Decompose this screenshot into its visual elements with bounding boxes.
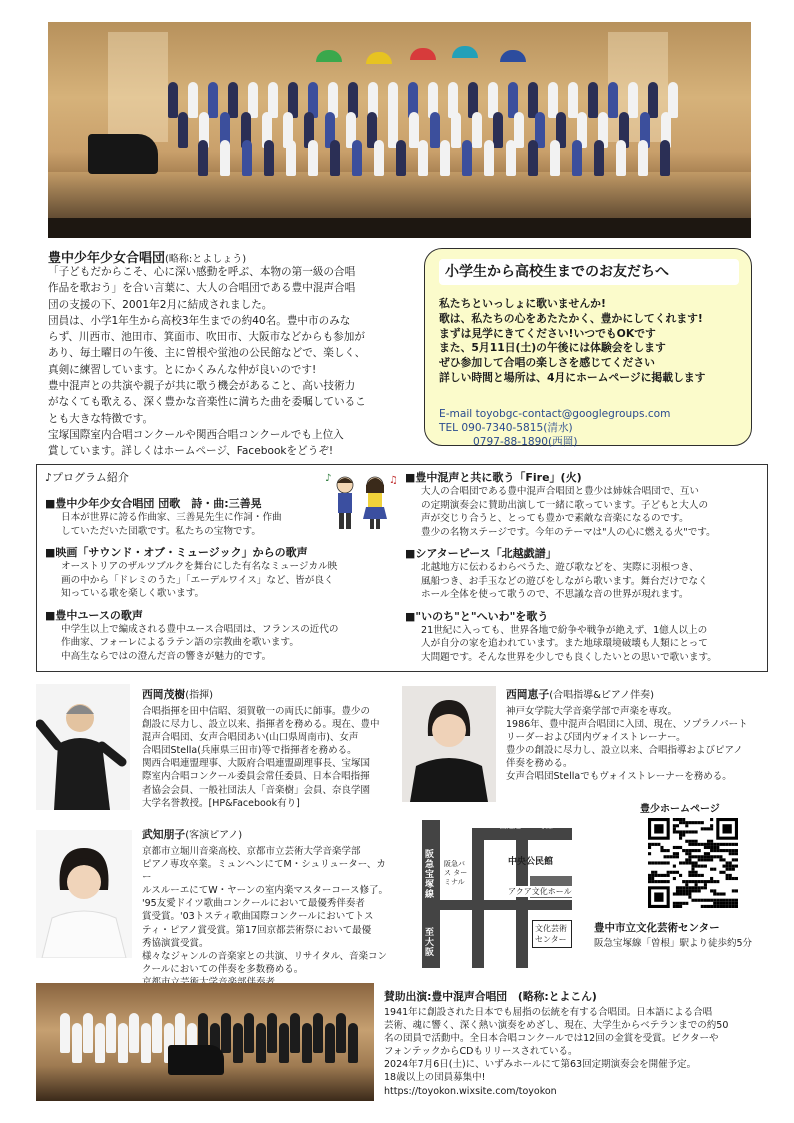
support-line: 2024年7月6日(土)に、いずみホールにて第63回定期演奏会を開催予定。 [384,1059,697,1071]
singer-figure [141,1023,151,1063]
program-body-line: オーストリアのザルツブルクを舞台にした有名なミュージカル映 [61,561,338,572]
singer-figure [286,140,296,176]
singer-figure [528,140,538,176]
invite-box [424,248,752,446]
singer-figure [267,1013,277,1053]
program-box [36,464,768,672]
hankyu-line-label: 阪急宝塚線 [425,850,435,900]
program-item-title: ■"いのち"と"へいわ"を歌う [405,609,549,623]
program-body-line: の定期演奏会に賛助出演して一緒に歌っています。子どもと大人の [421,499,709,511]
singer-figure [325,1023,335,1063]
bio-line: 合唱指揮を田中信昭、須賀敬一の両氏に師事。豊少の [142,706,371,717]
singer-figure [264,140,274,176]
invite-line: また、5月11日(土)の午後には体験会をします [439,341,666,355]
director-photo [402,686,496,802]
singer-figure [220,140,230,176]
program-body-line: 中学生以上で編成される豊中ユース合唱団は、フランスの近代の [61,623,339,635]
pianist-photo [36,830,132,958]
hall-wall-panel [108,32,168,142]
program-body-line: 人が自分の家を追われています。また地球環境破壊も人類にとって [421,638,708,649]
bio-line: 際室内合唱コンクール委員会常任委員、日本合唱指揮 [142,771,370,783]
invite-title: 小学生から高校生までのお友だちへ [439,259,739,285]
bio-line: 豊少の創設に尽力し、設立以来、合唱指導およびピアノ [506,745,743,757]
qr-code-icon[interactable] [648,818,738,908]
pianist-silhouette [36,830,132,958]
singer-figure [60,1013,70,1053]
program-right-column [405,471,760,664]
singer-figure [572,140,582,176]
conductor-bio-text [142,705,392,810]
umbrella [316,50,342,62]
conductor-bio [142,688,392,810]
horizontal-road [440,900,572,910]
singer-figure [72,1023,82,1063]
umbrella [500,50,526,62]
umbrella [410,48,436,60]
vertical-road [472,828,484,968]
bio-line: 創設に尽力し、設立以来、指揮者を務める。現在、豊中 [142,719,380,731]
singer-figure [638,140,648,176]
person-role: (合唱指導&ピアノ伴奏) [549,690,654,701]
program-body-line: 作曲家、フォーレによるラテン語の宗教曲を歌います。 [61,637,299,648]
conductor-name [142,688,392,703]
program-body-line: 21世紀に入っても、世界各地で紛争や戦争が絶えず、1億人以上の [421,624,708,636]
program-body-line: 大問題です。そんな世界を少しでも良くしたいとの思いで歌います。 [421,651,717,663]
pianist-name [142,828,394,843]
piano-shape [168,1045,224,1075]
program-body-line: 知っている歌を楽しく歌います。 [61,588,205,599]
singer-figure [430,112,440,148]
contact-tel-2: 0797-88-1890(西岡) [473,436,578,448]
vertical-road [516,828,528,968]
program-item [405,547,760,602]
intro-line: 団の支援の下、2001年2月に結成されました。 [48,298,273,311]
bio-line: 者協会会員、一般社団法人「音楽樹」会員、奈良学園 [142,784,371,796]
singer-figure [628,82,638,118]
bus-terminal-label: 阪急バス ターミナル [444,860,468,886]
program-item-title: ■豊中ユースの歌声 [45,608,143,622]
bio-line: '95友愛ドイツ歌曲コンクールにおいて最優秀伴奏者 [142,898,365,910]
person-name: 武知朋子 [142,828,186,841]
singer-figure [594,140,604,176]
program-body-line: 豊少の名物ステージです。今年のテーマは"人の心に燃える火"です。 [421,526,716,538]
program-body-line: 日本が世界に誇る作曲家、三善晃先生に作詞・作曲 [61,512,282,523]
singer-figure [308,140,318,176]
conductor-photo [36,684,130,810]
program-body-line: 中高生ならではの澄んだ音の響きが魅力的です。 [61,650,272,662]
invite-line: 歌は、私たちの心をあたたかく、豊かにしてくれます! [439,311,703,325]
bio-line: 京都市立堀川音楽高校、京都市立芸術大学音楽学部 [142,846,361,857]
singer-figure [352,140,362,176]
person-role: (指揮) [185,690,213,701]
support-line: 1941年に創設された日本でも屈指の伝統を有する合唱団。日本語による合唱 [384,1007,713,1018]
singer-figure [616,140,626,176]
program-item [405,471,760,539]
program-body-line: していただいた団歌です。私たちの宝物です。 [61,525,261,537]
contact-email[interactable]: E-mail toyobgc-contact@googlegroups.com [439,408,671,420]
support-website-link[interactable]: https://toyokon.wixsite.com/toyokon [384,1085,557,1097]
director-bio-text [506,705,756,784]
bio-line: ルスルーエにてW・ヤーンの室内楽マスターコース修了。 [142,885,388,897]
singer-figure [188,82,198,118]
singer-figure [588,82,598,118]
singer-figure [396,140,406,176]
support-line: 18歳以上の団員募集中! [384,1072,486,1084]
program-item-body [405,624,760,665]
program-body-line: ホール全体を使って歌うので、不思議な音の世界が現れます。 [421,589,689,600]
person-name: 西岡茂樹 [142,688,186,701]
bio-line: ピアノ専攻卒業。ミュンヘンにてM・シュリューター、カー [142,859,386,884]
singer-figure [83,1013,93,1053]
singer-figure [330,140,340,176]
singer-figure [348,1023,358,1063]
singer-figure [228,82,238,118]
singer-figure [152,1013,162,1053]
singer-figure [608,82,618,118]
singer-figure [178,112,188,148]
to-osaka-label: 至大阪 [425,928,435,958]
intro-line: 賞しています。詳しくはホームページ、Facebookをどうぞ! [48,445,334,458]
support-line: 名の団員で活動中。全日本合唱コンクールでは12回の金賞を受賞。ビクターや [384,1033,719,1045]
program-item [405,610,760,665]
intro-line: 「子どもだからこそ、心に深い感動を呼ぶ、本物の第一級の合唱 [48,266,356,278]
singer-figure [472,112,482,148]
singer-figure [418,140,428,176]
program-item-title: ■豊中少年少女合唱団 団歌 詩・曲:三善晃 [45,497,262,510]
person-role: (客演ピアノ) [185,830,243,841]
program-body-line: 大人の合唱団である豊中混声合唱団と豊少は姉妹合唱団で、互い [421,486,700,497]
program-body-line: 声が交じり合うと、とっても豊かで素敵な音楽になるのです。 [421,513,689,524]
singer-figure [279,1023,289,1063]
pianist-bio-text [142,845,394,989]
program-item-title: ■映画「サウンド・オブ・ミュージック」からの歌声 [45,546,308,559]
invite-line: まずは見学にきてください!いつでもOKです [439,326,656,340]
culture-center-box: 文化芸術 センター [532,920,572,948]
bio-line: 大学名誉教授。[HP&Facebook有り] [142,797,300,809]
intro-line: がなくても歌える、深く豊かな音楽性に満ちた曲を委嘱しているこ [48,396,366,409]
bio-line: クールにおいての伴奏を多数務める。 [142,963,304,975]
program-item [45,546,400,601]
singer-figure [244,1013,254,1053]
route-176-label: ↑国道道 176 号線→ [494,822,559,830]
choir-abbrev: (略称:とよしょう) [165,254,247,265]
qr-label: 豊少ホームページ [640,804,720,815]
intro-line: とも大きな特徴です。 [48,412,154,425]
venue-access: 阪急宝塚線「曽根」駅より徒歩約5分 [594,938,753,949]
invite-line: 詳しい時間と場所は、4月にホームページに掲載します [439,370,706,384]
contact-info [439,407,749,449]
svg-text:♫: ♫ [389,475,398,486]
svg-text:♪: ♪ [325,473,332,484]
director-silhouette [402,686,496,802]
conductor-silhouette [36,684,130,810]
singer-figure [462,140,472,176]
adult-choir-photo [36,983,374,1101]
bio-line: ティ・ピアノ賞受賞。第17回京都芸術祭において最優 [142,924,372,936]
singer-figure [568,82,578,118]
program-body-line: 画の中から「ドレミのうた」「エーデルワイス」など、皆が良く [61,574,334,586]
intro-text [48,264,418,460]
singer-figure [440,140,450,176]
support-line: 芸術、魂に響く、深く熱い演奏をめざし、現在、大学生からベテランまでの約50 [384,1020,729,1032]
access-map [412,820,572,968]
support-line: フォンテックからCDもリリースされている。 [384,1046,578,1058]
venue-name: 豊中市立文化芸術センター [594,922,720,934]
program-item-title: ■豊中混声と共に歌う「Fire」(火) [405,471,582,484]
program-item-body [45,623,400,664]
bio-line: 秀協演賞受賞。 [142,937,209,949]
support-title: 賛助出演:豊中混声合唱団 (略称:とよこん) [384,990,597,1003]
bio-line: 伴奏を務める。 [506,758,573,770]
program-body-line: 北越地方に伝わるわらべうた、遊び歌などを、実際に羽根つき、 [421,562,699,573]
bio-line: 女声合唱団Stellaでもヴォイストレーナーを務める。 [506,771,732,783]
singer-figure [233,1023,243,1063]
intro-line: あり、毎土曜日の午後、主に曽根や蛍池の公民館などで、楽しく、 [48,347,366,360]
pianist-bio [142,828,394,989]
singer-figure [484,140,494,176]
singer-figure [374,140,384,176]
singer-figure [336,1013,346,1053]
bio-line: リーダーおよび団内ヴォイストレーナー。 [506,732,686,744]
director-bio [506,688,756,784]
singer-figure [550,140,560,176]
intro-line: 作品を歌おう」を合い言葉に、大人の合唱団である豊中混声合唱 [48,282,356,295]
singer-figure [198,140,208,176]
bio-line: 合唱団Stella(兵庫県三田市)等で指揮者を務める。 [142,745,357,757]
singer-figure [106,1013,116,1053]
audience-silhouette [48,218,751,238]
singer-figure [221,1013,231,1053]
program-item-body [405,485,760,539]
intro-line: らず、川西市、池田市、箕面市、吹田市、大阪市などからも参加が [48,331,365,344]
singer-figure [451,112,461,148]
singer-figure [493,112,503,148]
contact-tel-1: TEL 090-7340-5815(清水) [439,422,573,434]
invite-line: ぜひ参加して合唱の楽しさを感じてください [439,356,655,370]
bio-line: 1986年、豊中混声合唱団に入団、現在、ソプラノパート [506,719,748,731]
singer-figure [242,140,252,176]
program-item-title: ■シアターピース「北越戯譜」 [405,547,557,560]
aqua-hall-label: アクア文化ホール [508,887,572,896]
umbrella [452,46,478,58]
singer-figure [290,1013,300,1053]
program-item-body [405,561,760,602]
person-name: 西岡恵子 [506,688,550,701]
bio-line: 関西合唱連盟理事、大阪府合唱連盟副理事長、宝塚国 [142,758,371,770]
singer-figure [208,82,218,118]
singer-figure [129,1013,139,1053]
singer-figure [313,1013,323,1053]
bio-line: 神戸女学院大学音楽学部で声楽を専攻。 [506,706,678,717]
singer-figure [256,1023,266,1063]
program-heading: ♪プログラム紹介 [45,471,129,484]
intro-line: 真剣に練習しています。とにかくみんな仲が良いのです! [48,363,317,376]
intro-line: 宝塚国際室内合唱コンクールや関西合唱コンクールでも上位入 [48,428,344,441]
invite-lines [439,297,749,386]
kids-singing-illustration [321,471,401,533]
kominkan-label: 中央公民館 [508,857,554,867]
support-text [384,1006,774,1098]
choir-name: 豊中少年少女合唱団 [48,251,166,266]
singer-figure [506,140,516,176]
singer-figure [302,1023,312,1063]
intro-line: 豊中混声との共演や親子が共に歌う機会があること、高い技術力 [48,380,356,393]
umbrella [366,52,392,64]
singer-figure [118,1023,128,1063]
singer-figure [660,140,670,176]
singer-figure [168,82,178,118]
invite-line: 私たちといっしょに歌いませんか! [439,297,606,310]
director-name [506,688,756,703]
program-item [45,609,400,664]
support-section [384,990,774,1098]
choir-stage-photo [48,22,751,238]
program-item-body [45,560,400,601]
bio-line: 賞受賞。'03トスティ歌曲国際コンクールにおいてトス [142,911,374,923]
bio-line: 様々なジャンルの音楽家との共演、リサイタル、音楽コン [142,950,387,962]
singer-figure [95,1023,105,1063]
program-body-line: 風船つき、お手玉などの遊びをしながら歌います。舞台だけでなく [421,575,708,587]
piano-shape [88,134,158,174]
bio-line: 混声合唱団、女声合唱団あい(山口県周南市)、女声 [142,732,359,744]
intro-line: 団員は、小学1年生から高校3年生までの約40名。豊中市のみな [48,314,351,327]
singer-figure [648,82,658,118]
